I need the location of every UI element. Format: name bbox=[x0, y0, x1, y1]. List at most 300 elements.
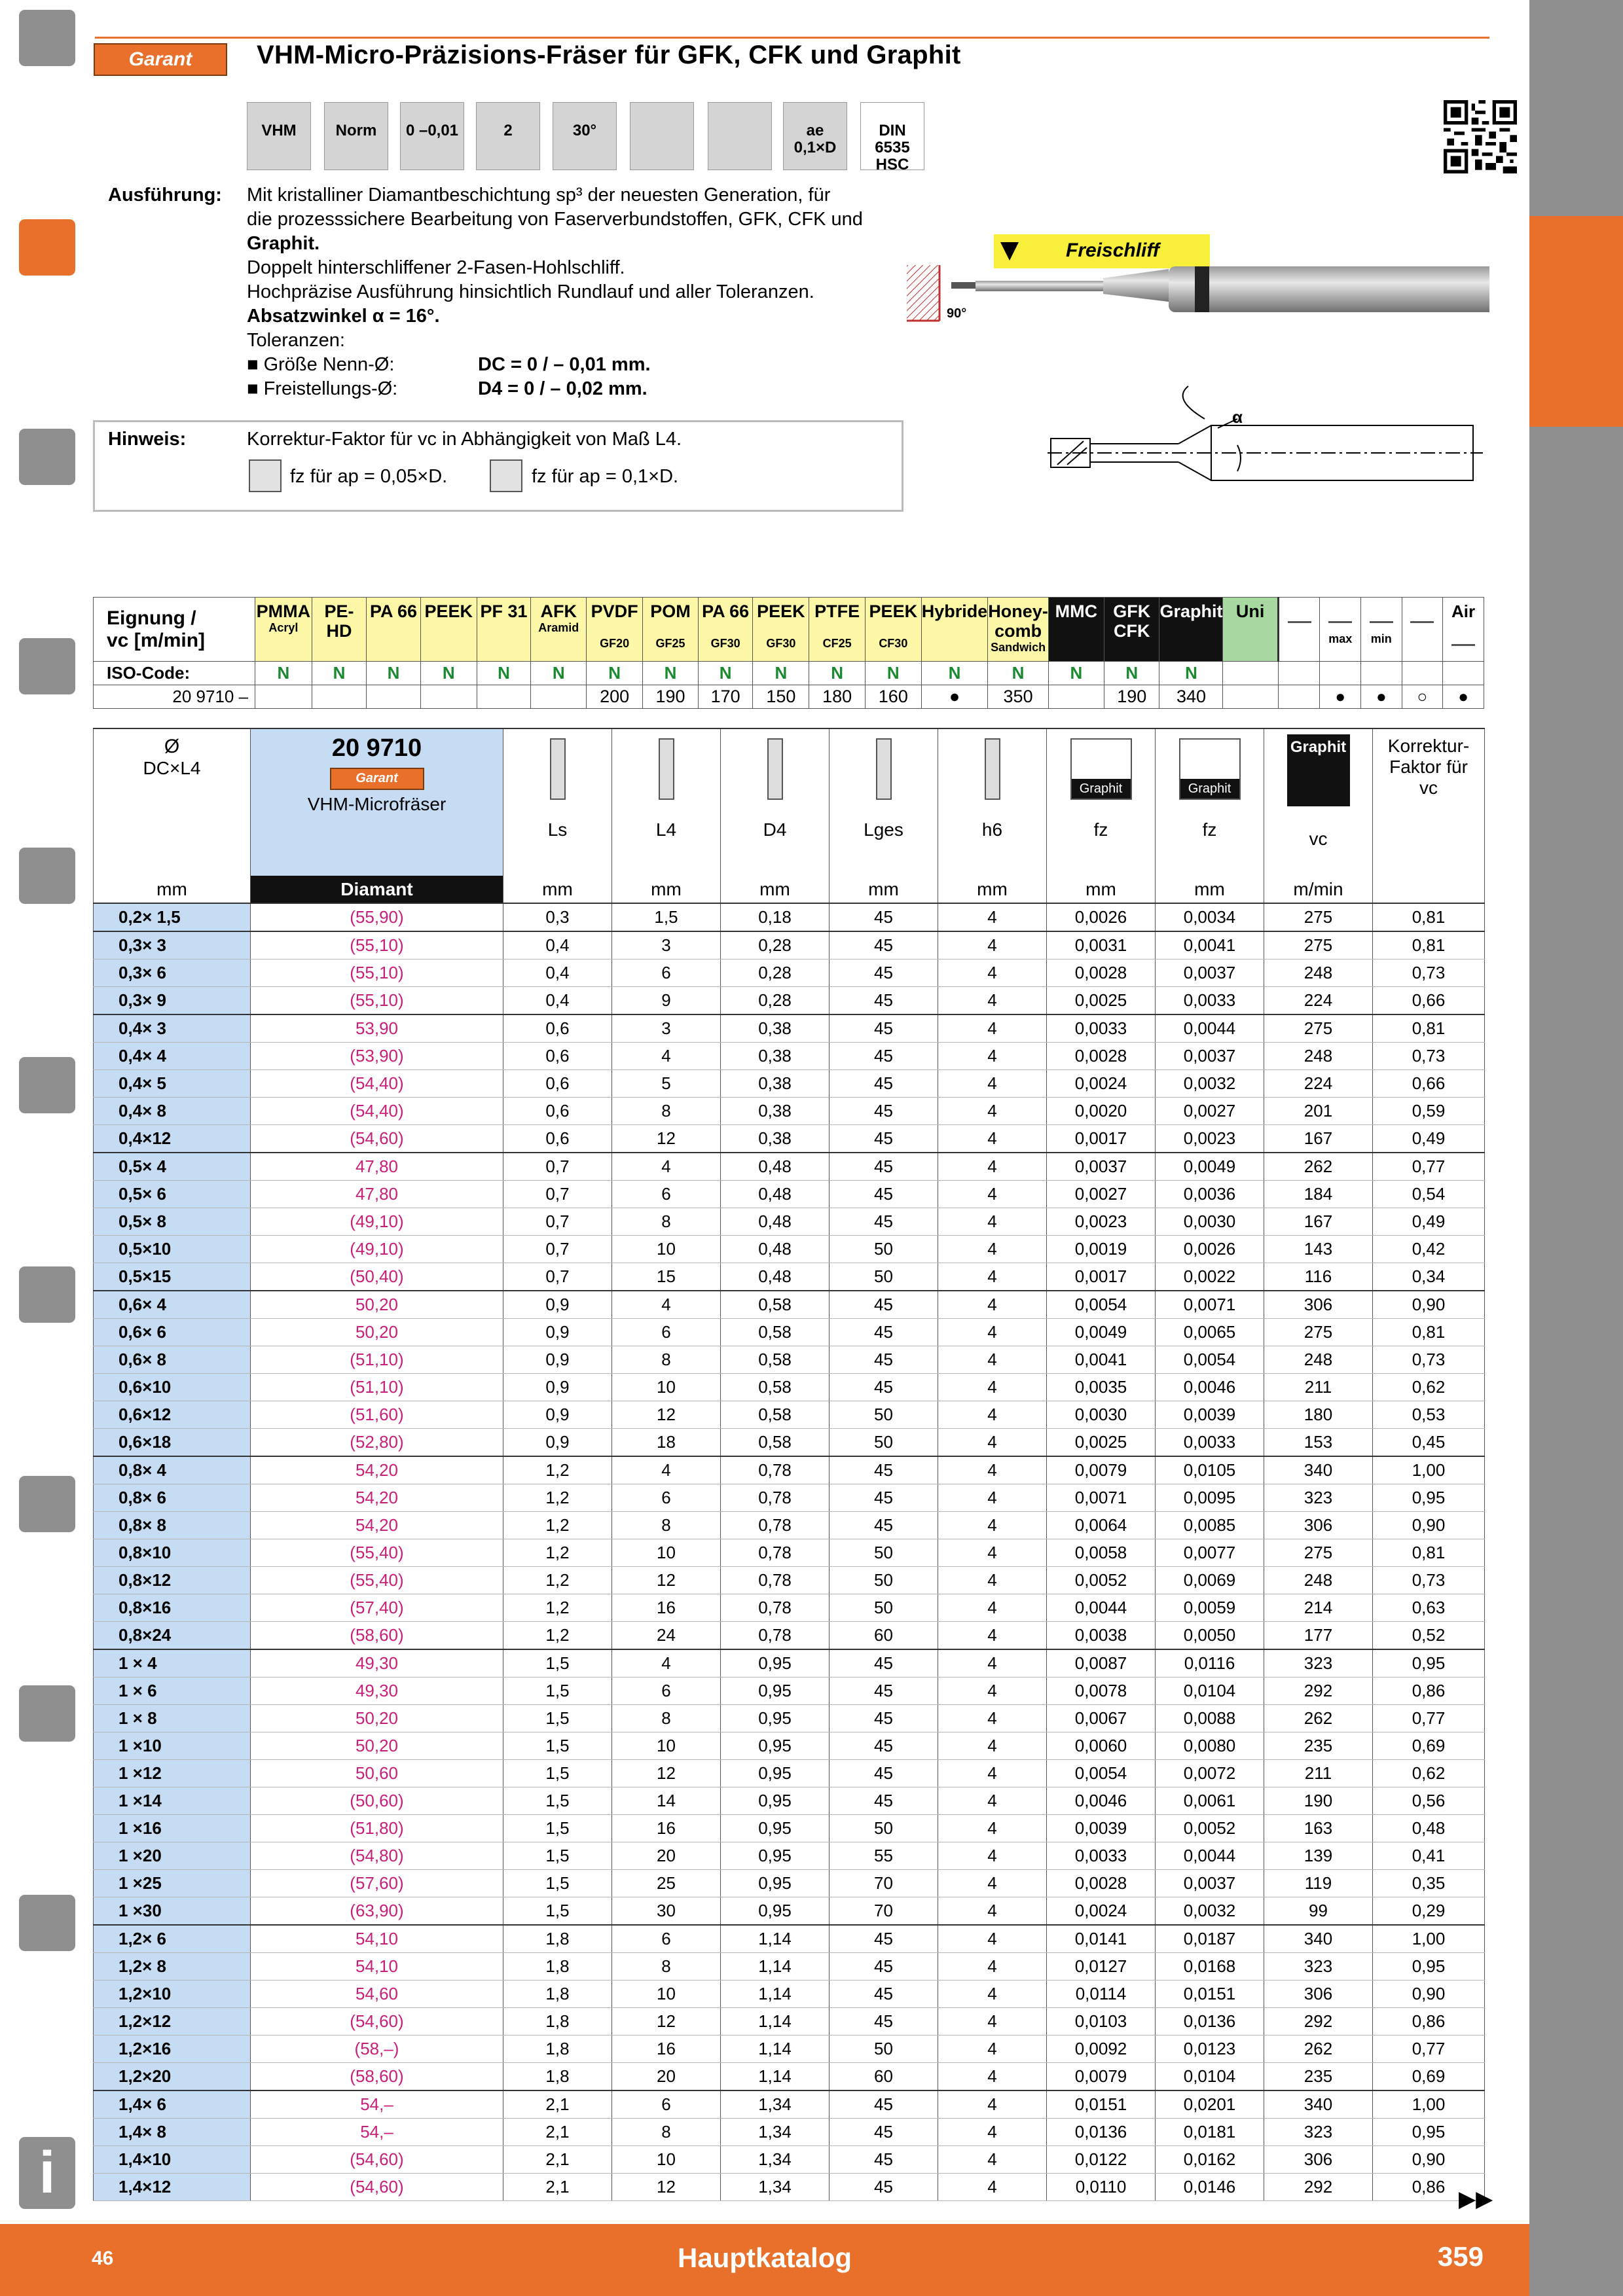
product-table bbox=[93, 728, 1485, 2201]
value-cell: 0,0030 bbox=[1047, 1401, 1156, 1429]
price-cell[interactable]: 47,80 bbox=[251, 1181, 503, 1208]
value-cell: 0,95 bbox=[721, 1842, 830, 1870]
chapter-tab-3[interactable]: 3 bbox=[26, 505, 67, 586]
cooling-iso-cell bbox=[1278, 662, 1320, 685]
article-number-header: 20 9710 bbox=[331, 734, 422, 762]
value-cell: 201 bbox=[1264, 1098, 1373, 1125]
vc-cell: 150 bbox=[753, 685, 809, 709]
value-cell: 4 bbox=[938, 1319, 1047, 1346]
diameter-cell: 1,2×12 bbox=[94, 2008, 251, 2036]
diameter-cell: 1,4× 8 bbox=[94, 2119, 251, 2146]
value-cell: 0,0024 bbox=[1047, 1897, 1156, 1926]
value-cell: 0,0054 bbox=[1156, 1346, 1264, 1374]
value-cell: 0,0151 bbox=[1047, 2090, 1156, 2119]
table-row bbox=[94, 1622, 1485, 1650]
value-cell: 0,81 bbox=[1373, 1319, 1485, 1346]
value-cell: 275 bbox=[1264, 931, 1373, 960]
value-cell: 45 bbox=[830, 1014, 938, 1043]
value-cell: 0,0095 bbox=[1156, 1484, 1264, 1512]
material-sub: GF30 bbox=[710, 637, 740, 650]
value-cell: 1,2 bbox=[503, 1539, 612, 1567]
price-cell[interactable]: 54,20 bbox=[251, 1512, 503, 1539]
price-cell[interactable]: (58,60) bbox=[251, 2063, 503, 2091]
chapter-7-icon[interactable] bbox=[16, 1263, 79, 1326]
price-cell[interactable]: (55,10) bbox=[251, 987, 503, 1015]
table-row bbox=[94, 2174, 1485, 2201]
price-cell[interactable]: (55,10) bbox=[251, 931, 503, 960]
price-cell[interactable]: 49,30 bbox=[251, 1677, 503, 1705]
price-cell[interactable]: 50,20 bbox=[251, 1319, 503, 1346]
value-cell: 0,86 bbox=[1373, 2174, 1485, 2201]
price-cell[interactable]: (58,60) bbox=[251, 1622, 503, 1650]
diameter-cell: 0,4× 4 bbox=[94, 1043, 251, 1070]
header-h6 bbox=[938, 728, 1047, 876]
value-cell: 323 bbox=[1264, 1649, 1373, 1677]
header-dim bbox=[94, 728, 251, 876]
symbol-icon-8 bbox=[860, 102, 924, 173]
desc-line-3: Graphit. bbox=[247, 233, 320, 254]
value-cell: 0,48 bbox=[721, 1236, 830, 1263]
value-cell: 0,0052 bbox=[1156, 1815, 1264, 1842]
price-cell[interactable]: (63,90) bbox=[251, 1897, 503, 1926]
price-cell[interactable]: 50,20 bbox=[251, 1291, 503, 1319]
fz-label: fz bbox=[1202, 819, 1217, 840]
chapter-2-icon[interactable] bbox=[16, 216, 79, 279]
diameter-cell: 1 ×25 bbox=[94, 1870, 251, 1897]
value-cell: 0,42 bbox=[1373, 1236, 1485, 1263]
cooling-symbol-icon bbox=[1328, 601, 1352, 623]
material-name: PA 66 bbox=[369, 601, 418, 621]
value-cell: 0,0059 bbox=[1156, 1594, 1264, 1622]
value-cell: 0,28 bbox=[721, 987, 830, 1015]
diameter-cell: 0,5×10 bbox=[94, 1236, 251, 1263]
price-cell[interactable]: (54,60) bbox=[251, 2146, 503, 2174]
value-cell: 323 bbox=[1264, 1484, 1373, 1512]
price-cell[interactable]: (57,60) bbox=[251, 1870, 503, 1897]
value-cell: 0,0035 bbox=[1047, 1374, 1156, 1401]
symbol-label: 2 bbox=[503, 122, 513, 139]
iso-cell: N bbox=[420, 662, 477, 685]
chapter-5-icon[interactable] bbox=[16, 844, 79, 907]
value-cell: 1,5 bbox=[612, 903, 721, 931]
value-cell: 0,0024 bbox=[1047, 1070, 1156, 1098]
header-fz1 bbox=[1047, 728, 1156, 876]
header-ls bbox=[503, 728, 612, 876]
value-cell: 167 bbox=[1264, 1208, 1373, 1236]
value-cell: 248 bbox=[1264, 1567, 1373, 1594]
value-cell: 0,0028 bbox=[1047, 960, 1156, 987]
value-cell: 0,0141 bbox=[1047, 1925, 1156, 1953]
price-cell[interactable]: (55,90) bbox=[251, 903, 503, 931]
cooling-symbol-icon bbox=[1288, 601, 1311, 623]
price-cell[interactable]: (50,60) bbox=[251, 1787, 503, 1815]
dim-label: DC×L4 bbox=[143, 758, 201, 778]
value-cell: 4 bbox=[938, 2090, 1047, 2119]
price-cell[interactable]: (57,40) bbox=[251, 1594, 503, 1622]
chapter-tab-1[interactable]: 1 bbox=[26, 86, 67, 167]
value-cell: 0,28 bbox=[721, 931, 830, 960]
table-row bbox=[94, 1401, 1485, 1429]
cooling-iso-cell bbox=[1402, 662, 1443, 685]
milling-icon bbox=[1179, 738, 1241, 800]
footer-page-left: 46 bbox=[92, 2248, 114, 2269]
value-cell: 45 bbox=[830, 1705, 938, 1732]
material-name: PMMA bbox=[256, 601, 311, 621]
material-9 bbox=[753, 598, 809, 662]
value-cell: 0,0032 bbox=[1156, 1070, 1264, 1098]
material-name: PEEK bbox=[757, 601, 805, 621]
value-cell: 0,90 bbox=[1373, 2146, 1485, 2174]
price-cell[interactable]: 50,20 bbox=[251, 1732, 503, 1760]
value-cell: 0,0025 bbox=[1047, 1429, 1156, 1457]
value-cell: 0,0187 bbox=[1156, 1925, 1264, 1953]
value-cell: 0,18 bbox=[721, 903, 830, 931]
value-cell: 0,81 bbox=[1373, 1014, 1485, 1043]
vc-cell: 350 bbox=[988, 685, 1049, 709]
value-cell: 0,81 bbox=[1373, 931, 1485, 960]
price-cell[interactable]: (49,10) bbox=[251, 1208, 503, 1236]
material-3 bbox=[420, 598, 477, 662]
value-cell: 0,0033 bbox=[1047, 1014, 1156, 1043]
value-cell: 6 bbox=[612, 1181, 721, 1208]
price-cell[interactable]: 54,20 bbox=[251, 1456, 503, 1484]
chapter-tab-7[interactable]: 7 bbox=[26, 1343, 67, 1424]
value-cell: 4 bbox=[938, 1208, 1047, 1236]
value-cell: 0,81 bbox=[1373, 903, 1485, 931]
price-cell[interactable]: (54,80) bbox=[251, 1842, 503, 1870]
value-cell: 0,0064 bbox=[1047, 1512, 1156, 1539]
value-cell: 45 bbox=[830, 1732, 938, 1760]
value-cell: 4 bbox=[938, 903, 1047, 931]
header-l4 bbox=[612, 728, 721, 876]
value-cell: 0,28 bbox=[721, 960, 830, 987]
chapter-tab-9[interactable]: 9 bbox=[26, 1762, 67, 1842]
value-cell: 45 bbox=[830, 2146, 938, 2174]
cooling-2-icon bbox=[1361, 598, 1402, 662]
material-sub: GF30 bbox=[766, 637, 796, 650]
vc-cell: 200 bbox=[587, 685, 643, 709]
diameter-cell: 0,5× 6 bbox=[94, 1181, 251, 1208]
diameter-cell: 1,4×10 bbox=[94, 2146, 251, 2174]
table-row bbox=[94, 1677, 1485, 1705]
value-cell: 45 bbox=[830, 1125, 938, 1153]
price-cell[interactable]: 47,80 bbox=[251, 1153, 503, 1181]
value-cell: 3 bbox=[612, 1014, 721, 1043]
alpha-label: α bbox=[1232, 407, 1243, 427]
vc-cell bbox=[477, 685, 531, 709]
dimension-icon bbox=[550, 738, 566, 800]
table-row bbox=[94, 1236, 1485, 1263]
milling-icon bbox=[1070, 738, 1132, 800]
header-d4 bbox=[721, 728, 830, 876]
value-cell: 0,0022 bbox=[1156, 1263, 1264, 1291]
value-cell: 0,54 bbox=[1373, 1181, 1485, 1208]
value-cell: 45 bbox=[830, 1925, 938, 1953]
table-row bbox=[94, 1070, 1485, 1098]
value-cell: 1,14 bbox=[721, 1925, 830, 1953]
hinweis-text: Korrektur-Faktor für vc in Abhängigkeit von Maß L4. bbox=[247, 429, 682, 450]
value-cell: 60 bbox=[830, 2063, 938, 2091]
value-cell: 0,0031 bbox=[1047, 931, 1156, 960]
value-cell: 0,78 bbox=[721, 1512, 830, 1539]
value-cell: 0,66 bbox=[1373, 1070, 1485, 1098]
value-cell: 0,62 bbox=[1373, 1374, 1485, 1401]
material-sub: CF30 bbox=[879, 637, 908, 650]
value-cell: 235 bbox=[1264, 2063, 1373, 2091]
value-cell: 6 bbox=[612, 2090, 721, 2119]
chapter-tab-5[interactable]: 5 bbox=[26, 924, 67, 1005]
price-cell[interactable]: 54,10 bbox=[251, 1925, 503, 1953]
price-cell[interactable]: (54,60) bbox=[251, 2174, 503, 2201]
ausfuehrung-label: Ausführung: bbox=[108, 185, 222, 206]
material-4 bbox=[477, 598, 531, 662]
iso-cell: N bbox=[1159, 662, 1223, 685]
value-cell: 0,95 bbox=[1373, 1484, 1485, 1512]
cooling-4-icon bbox=[1443, 598, 1484, 662]
diameter-cell: 0,6×18 bbox=[94, 1429, 251, 1457]
value-cell: 1,2 bbox=[503, 1567, 612, 1594]
chapter-9-icon[interactable] bbox=[16, 1682, 79, 1745]
vc-cell: 170 bbox=[698, 685, 752, 709]
value-cell: 0,0054 bbox=[1047, 1291, 1156, 1319]
diameter-cell: 1 ×16 bbox=[94, 1815, 251, 1842]
price-cell[interactable]: (54,40) bbox=[251, 1098, 503, 1125]
value-cell: 0,0052 bbox=[1047, 1567, 1156, 1594]
value-cell: 235 bbox=[1264, 1732, 1373, 1760]
value-cell: 45 bbox=[830, 1319, 938, 1346]
dimension-label: D4 bbox=[763, 819, 787, 840]
value-cell: 0,0033 bbox=[1156, 987, 1264, 1015]
value-cell: 0,0041 bbox=[1047, 1346, 1156, 1374]
value-cell: 14 bbox=[612, 1787, 721, 1815]
value-cell: 177 bbox=[1264, 1622, 1373, 1650]
chapter-8-icon[interactable] bbox=[16, 1473, 79, 1535]
value-cell: 45 bbox=[830, 1787, 938, 1815]
value-cell: 1,8 bbox=[503, 1925, 612, 1953]
value-cell: 0,62 bbox=[1373, 1760, 1485, 1787]
unit-artno: Diamant bbox=[251, 876, 503, 903]
chapter-tab-6[interactable]: 6 bbox=[26, 1134, 67, 1214]
garant-logo: Garant bbox=[94, 43, 227, 76]
value-cell: 0,0085 bbox=[1156, 1512, 1264, 1539]
value-cell: 275 bbox=[1264, 1319, 1373, 1346]
price-cell[interactable]: (54,60) bbox=[251, 2008, 503, 2036]
value-cell: 0,0026 bbox=[1156, 1236, 1264, 1263]
value-cell: 0,58 bbox=[721, 1291, 830, 1319]
footer-bar bbox=[0, 2224, 1529, 2296]
value-cell: 4 bbox=[938, 2008, 1047, 2036]
value-cell: 0,0036 bbox=[1156, 1181, 1264, 1208]
diameter-cell: 1 × 6 bbox=[94, 1677, 251, 1705]
diameter-cell: 0,8× 8 bbox=[94, 1512, 251, 1539]
price-cell[interactable]: (51,80) bbox=[251, 1815, 503, 1842]
value-cell: 4 bbox=[612, 1291, 721, 1319]
price-cell[interactable]: (54,40) bbox=[251, 1070, 503, 1098]
chapter-tab-4[interactable]: 4 bbox=[26, 715, 67, 795]
price-cell[interactable]: (53,90) bbox=[251, 1043, 503, 1070]
price-cell[interactable]: 54,10 bbox=[251, 1953, 503, 1981]
chapter-1-icon[interactable] bbox=[16, 7, 79, 69]
table-row bbox=[94, 1374, 1485, 1401]
diameter-cell: 0,6× 8 bbox=[94, 1346, 251, 1374]
value-cell: 1,8 bbox=[503, 1981, 612, 2008]
price-cell[interactable]: 54,– bbox=[251, 2090, 503, 2119]
chapter-tab-2[interactable]: 2 bbox=[26, 296, 67, 376]
value-cell: 6 bbox=[612, 960, 721, 987]
chapter-6-icon[interactable] bbox=[16, 1054, 79, 1117]
value-cell: 10 bbox=[612, 1981, 721, 2008]
vc-cell: ● bbox=[921, 685, 988, 709]
diameter-cell: 1,2×20 bbox=[94, 2063, 251, 2091]
price-cell[interactable]: 54,– bbox=[251, 2119, 503, 2146]
vc-label: vc bbox=[1309, 829, 1328, 849]
vc-cell bbox=[312, 685, 366, 709]
cooling-value: ● bbox=[1443, 685, 1484, 709]
value-cell: 4 bbox=[938, 1346, 1047, 1374]
value-cell: 0,38 bbox=[721, 1070, 830, 1098]
symbol-icon-6 bbox=[708, 102, 772, 170]
table-row bbox=[94, 2119, 1485, 2146]
value-cell: 4 bbox=[938, 2119, 1047, 2146]
value-cell: 5 bbox=[612, 1070, 721, 1098]
material-name: PTFE bbox=[814, 601, 860, 621]
value-cell: 0,78 bbox=[721, 1622, 830, 1650]
value-cell: 323 bbox=[1264, 2119, 1373, 2146]
chapter-tab-0[interactable]: 0 bbox=[26, 1971, 67, 2052]
value-cell: 0,0025 bbox=[1047, 987, 1156, 1015]
price-cell[interactable]: (51,10) bbox=[251, 1346, 503, 1374]
material-name: PA 66 bbox=[702, 601, 750, 621]
value-cell: 4 bbox=[938, 1760, 1047, 1787]
value-cell: 0,0033 bbox=[1156, 1429, 1264, 1457]
price-cell[interactable]: (50,40) bbox=[251, 1263, 503, 1291]
value-cell: 0,0017 bbox=[1047, 1125, 1156, 1153]
value-cell: 0,6 bbox=[503, 1014, 612, 1043]
unit-d4: mm bbox=[721, 876, 830, 903]
value-cell: 1,34 bbox=[721, 2146, 830, 2174]
price-cell[interactable]: (55,40) bbox=[251, 1539, 503, 1567]
diameter-cell: 0,3× 6 bbox=[94, 960, 251, 987]
value-cell: 0,0028 bbox=[1047, 1043, 1156, 1070]
price-cell[interactable]: 54,60 bbox=[251, 1981, 503, 2008]
price-cell[interactable]: 49,30 bbox=[251, 1649, 503, 1677]
price-cell[interactable]: (51,60) bbox=[251, 1401, 503, 1429]
value-cell: 8 bbox=[612, 1098, 721, 1125]
value-cell: 8 bbox=[612, 1705, 721, 1732]
price-cell[interactable]: 50,20 bbox=[251, 1705, 503, 1732]
chapter-4-icon[interactable] bbox=[16, 635, 79, 698]
value-cell: 4 bbox=[938, 1787, 1047, 1815]
table-row bbox=[94, 2036, 1485, 2063]
vc-cell bbox=[420, 685, 477, 709]
value-cell: 1,2 bbox=[503, 1512, 612, 1539]
price-cell[interactable]: (55,10) bbox=[251, 960, 503, 987]
iso-cell: N bbox=[1048, 662, 1104, 685]
price-cell[interactable]: (55,40) bbox=[251, 1567, 503, 1594]
material-11 bbox=[865, 598, 921, 662]
price-cell[interactable]: 54,20 bbox=[251, 1484, 503, 1512]
price-cell[interactable]: 50,60 bbox=[251, 1760, 503, 1787]
unit-l4: mm bbox=[612, 876, 721, 903]
value-cell: 1,5 bbox=[503, 1897, 612, 1926]
value-cell: 1,00 bbox=[1373, 1456, 1485, 1484]
dimension-icon bbox=[985, 738, 1000, 800]
value-cell: 45 bbox=[830, 2090, 938, 2119]
value-cell: 50 bbox=[830, 1815, 938, 1842]
value-cell: 0,73 bbox=[1373, 1567, 1485, 1594]
table-row bbox=[94, 903, 1485, 931]
price-cell[interactable]: (54,60) bbox=[251, 1125, 503, 1153]
material-7 bbox=[643, 598, 699, 662]
table-row bbox=[94, 1539, 1485, 1567]
value-cell: 0,90 bbox=[1373, 1512, 1485, 1539]
value-cell: 224 bbox=[1264, 987, 1373, 1015]
material-1 bbox=[312, 598, 366, 662]
cooling-value: ● bbox=[1361, 685, 1402, 709]
value-cell: 45 bbox=[830, 2008, 938, 2036]
value-cell: 15 bbox=[612, 1263, 721, 1291]
suitability-label-1: Eignung / bbox=[107, 607, 196, 629]
value-cell: 0,0044 bbox=[1156, 1014, 1264, 1043]
dimension-icon bbox=[876, 738, 892, 800]
price-cell[interactable]: (52,80) bbox=[251, 1429, 503, 1457]
value-cell: 45 bbox=[830, 1484, 938, 1512]
chapter-3-icon[interactable] bbox=[16, 425, 79, 488]
material-name: POM bbox=[650, 601, 691, 621]
table-row bbox=[94, 1346, 1485, 1374]
price-cell[interactable]: (49,10) bbox=[251, 1236, 503, 1263]
value-cell: 0,48 bbox=[721, 1153, 830, 1181]
value-cell: 4 bbox=[938, 987, 1047, 1015]
value-cell: 8 bbox=[612, 1346, 721, 1374]
info-tab-icon[interactable]: i bbox=[16, 2134, 79, 2212]
material-name: PEEK bbox=[869, 601, 918, 621]
price-cell[interactable]: (58,–) bbox=[251, 2036, 503, 2063]
value-cell: 4 bbox=[938, 1070, 1047, 1098]
value-cell: 0,38 bbox=[721, 1014, 830, 1043]
table-row bbox=[94, 1953, 1485, 1981]
value-cell: 0,35 bbox=[1373, 1870, 1485, 1897]
table-row bbox=[94, 1319, 1485, 1346]
value-cell: 0,0136 bbox=[1156, 2008, 1264, 2036]
chapter-tab-8[interactable]: 8 bbox=[26, 1552, 67, 1633]
value-cell: 1,2 bbox=[503, 1594, 612, 1622]
value-cell: 4 bbox=[938, 2063, 1047, 2091]
value-cell: 4 bbox=[938, 1677, 1047, 1705]
table-row bbox=[94, 1732, 1485, 1760]
value-cell: 0,0019 bbox=[1047, 1236, 1156, 1263]
value-cell: 0,0105 bbox=[1156, 1456, 1264, 1484]
iso-cell: N bbox=[1104, 662, 1159, 685]
value-cell: 4 bbox=[938, 2146, 1047, 2174]
cooling-symbol-icon bbox=[1370, 601, 1393, 623]
value-cell: 180 bbox=[1264, 1401, 1373, 1429]
value-cell: 45 bbox=[830, 1291, 938, 1319]
iso-cell: N bbox=[312, 662, 366, 685]
value-cell: 0,78 bbox=[721, 1456, 830, 1484]
value-cell: 0,0028 bbox=[1047, 1870, 1156, 1897]
value-cell: 4 bbox=[938, 1567, 1047, 1594]
value-cell: 4 bbox=[938, 1539, 1047, 1567]
table-row bbox=[94, 1153, 1485, 1181]
price-cell[interactable]: (51,10) bbox=[251, 1374, 503, 1401]
value-cell: 306 bbox=[1264, 2146, 1373, 2174]
next-page-arrow[interactable]: ▶▶ bbox=[1459, 2187, 1493, 2212]
active-chapter-tab bbox=[1529, 216, 1623, 427]
price-cell[interactable]: 53,90 bbox=[251, 1014, 503, 1043]
chapter-0-icon[interactable] bbox=[16, 1892, 79, 1954]
value-cell: 0,3 bbox=[503, 903, 612, 931]
